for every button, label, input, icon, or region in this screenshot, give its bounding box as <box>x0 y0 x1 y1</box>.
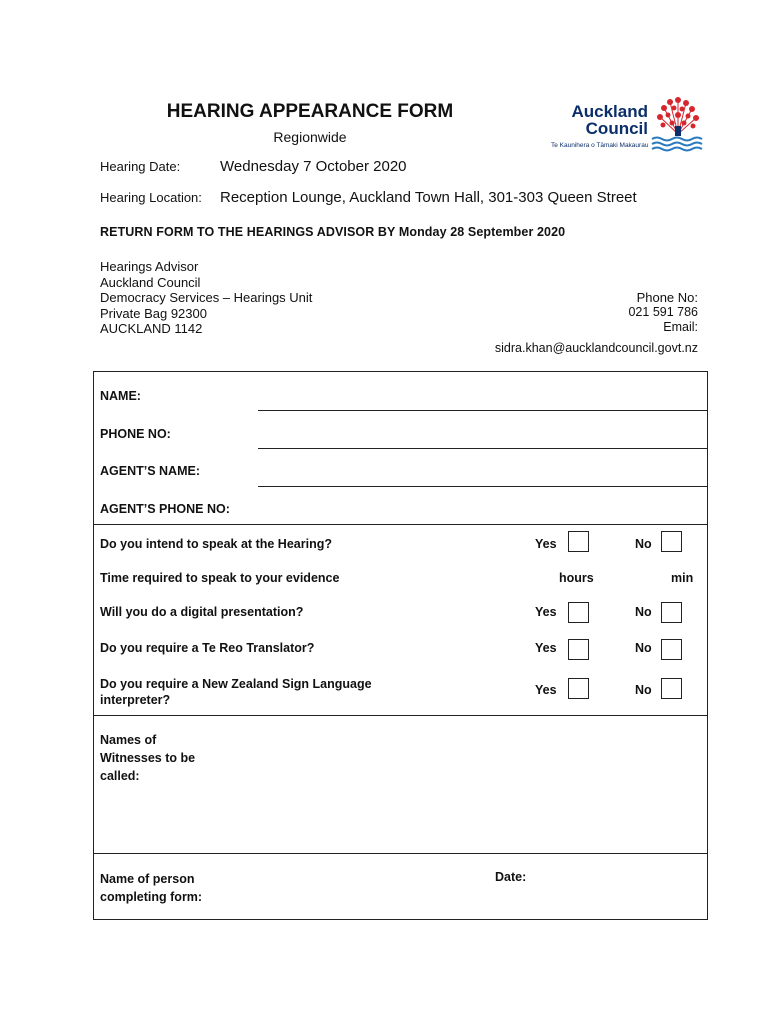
digital-no-label: No <box>635 605 652 619</box>
tereo-no-label: No <box>635 641 652 655</box>
phone-no-label: PHONE NO: <box>100 427 171 441</box>
nzsl-yes-label: Yes <box>535 683 557 697</box>
logo-tagline: Te Kaunihera o Tāmaki Makaurau <box>551 142 649 149</box>
return-notice: RETURN FORM TO THE HEARINGS ADVISOR BY Monday 28 September 2020 <box>100 225 566 239</box>
pohutukawa-flower-icon <box>648 96 706 152</box>
date-label: Date: <box>495 870 527 884</box>
tereo-yes-checkbox[interactable] <box>568 639 589 660</box>
witnesses-label-line: Names of <box>100 733 157 747</box>
logo-word-council: Council <box>585 119 648 138</box>
address-line: Auckland Council <box>100 274 201 290</box>
witnesses-label-line: called: <box>100 769 140 783</box>
email-label: Email: <box>663 320 698 334</box>
section-divider <box>93 853 708 854</box>
phone-field[interactable] <box>258 448 707 449</box>
nzsl-yes-checkbox[interactable] <box>568 678 589 699</box>
min-label: min <box>671 571 694 585</box>
speak-yes-checkbox[interactable] <box>568 531 589 552</box>
nzsl-question-line: interpreter? <box>100 693 171 707</box>
digital-yes-checkbox[interactable] <box>568 602 589 623</box>
nzsl-question-line: Do you require a New Zealand Sign Language <box>100 677 372 691</box>
address-line: AUCKLAND 1142 <box>100 321 203 336</box>
form-subtitle: Regionwide <box>273 129 347 145</box>
tereo-yes-label: Yes <box>535 641 557 655</box>
tereo-no-checkbox[interactable] <box>661 639 682 660</box>
completer-label-line: completing form: <box>100 890 203 904</box>
digital-question: Will you do a digital presentation? <box>100 605 304 619</box>
agent-name-field[interactable] <box>258 486 707 487</box>
logo-word-auckland: Auckland <box>571 102 648 121</box>
speak-yes-label: Yes <box>535 537 557 551</box>
speak-no-checkbox[interactable] <box>661 531 682 552</box>
hearing-location-value: Reception Lounge, Auckland Town Hall, 301-303 Queen Street <box>220 189 637 206</box>
postal-address <box>100 259 312 337</box>
address-line: Private Bag 92300 <box>100 305 207 321</box>
speak-no-label: No <box>635 537 652 551</box>
tereo-question: Do you require a Te Reo Translator? <box>100 641 315 655</box>
section-divider <box>93 715 708 716</box>
witnesses-field[interactable] <box>230 724 700 846</box>
nzsl-no-checkbox[interactable] <box>661 678 682 699</box>
nzsl-no-label: No <box>635 683 652 697</box>
phone-label: Phone No: <box>636 290 698 305</box>
hearing-date-value: Wednesday 7 October 2020 <box>220 158 407 175</box>
address-line: Democracy Services – Hearings Unit <box>100 290 313 305</box>
nzsl-question <box>100 676 372 708</box>
form-title: HEARING APPEARANCE FORM <box>166 101 454 122</box>
section-divider <box>93 524 708 525</box>
hearing-location-label: Hearing Location: <box>100 190 202 205</box>
hours-label: hours <box>559 571 594 585</box>
digital-no-checkbox[interactable] <box>661 602 682 623</box>
speak-question: Do you intend to speak at the Hearing? <box>100 537 332 551</box>
name-field[interactable] <box>258 410 707 411</box>
digital-yes-label: Yes <box>535 605 557 619</box>
name-label: NAME: <box>100 389 141 403</box>
witnesses-label <box>100 731 195 785</box>
witnesses-label-line: Witnesses to be <box>100 751 196 765</box>
agent-name-label: AGENT’S NAME: <box>100 464 200 478</box>
address-line: Hearings Advisor <box>100 259 199 274</box>
hearing-date-label: Hearing Date: <box>100 159 181 174</box>
completer-label-line: Name of person <box>100 872 195 886</box>
time-question: Time required to speak to your evidence <box>100 571 340 585</box>
date-field[interactable] <box>540 862 700 912</box>
agent-phone-label: AGENT’S PHONE NO: <box>100 502 230 516</box>
completer-label <box>100 870 202 906</box>
auckland-council-logo <box>545 96 710 154</box>
completer-name-field[interactable] <box>230 862 480 912</box>
email-value[interactable]: sidra.khan@aucklandcouncil.govt.nz <box>494 341 698 355</box>
phone-value: 021 591 786 <box>628 305 698 319</box>
